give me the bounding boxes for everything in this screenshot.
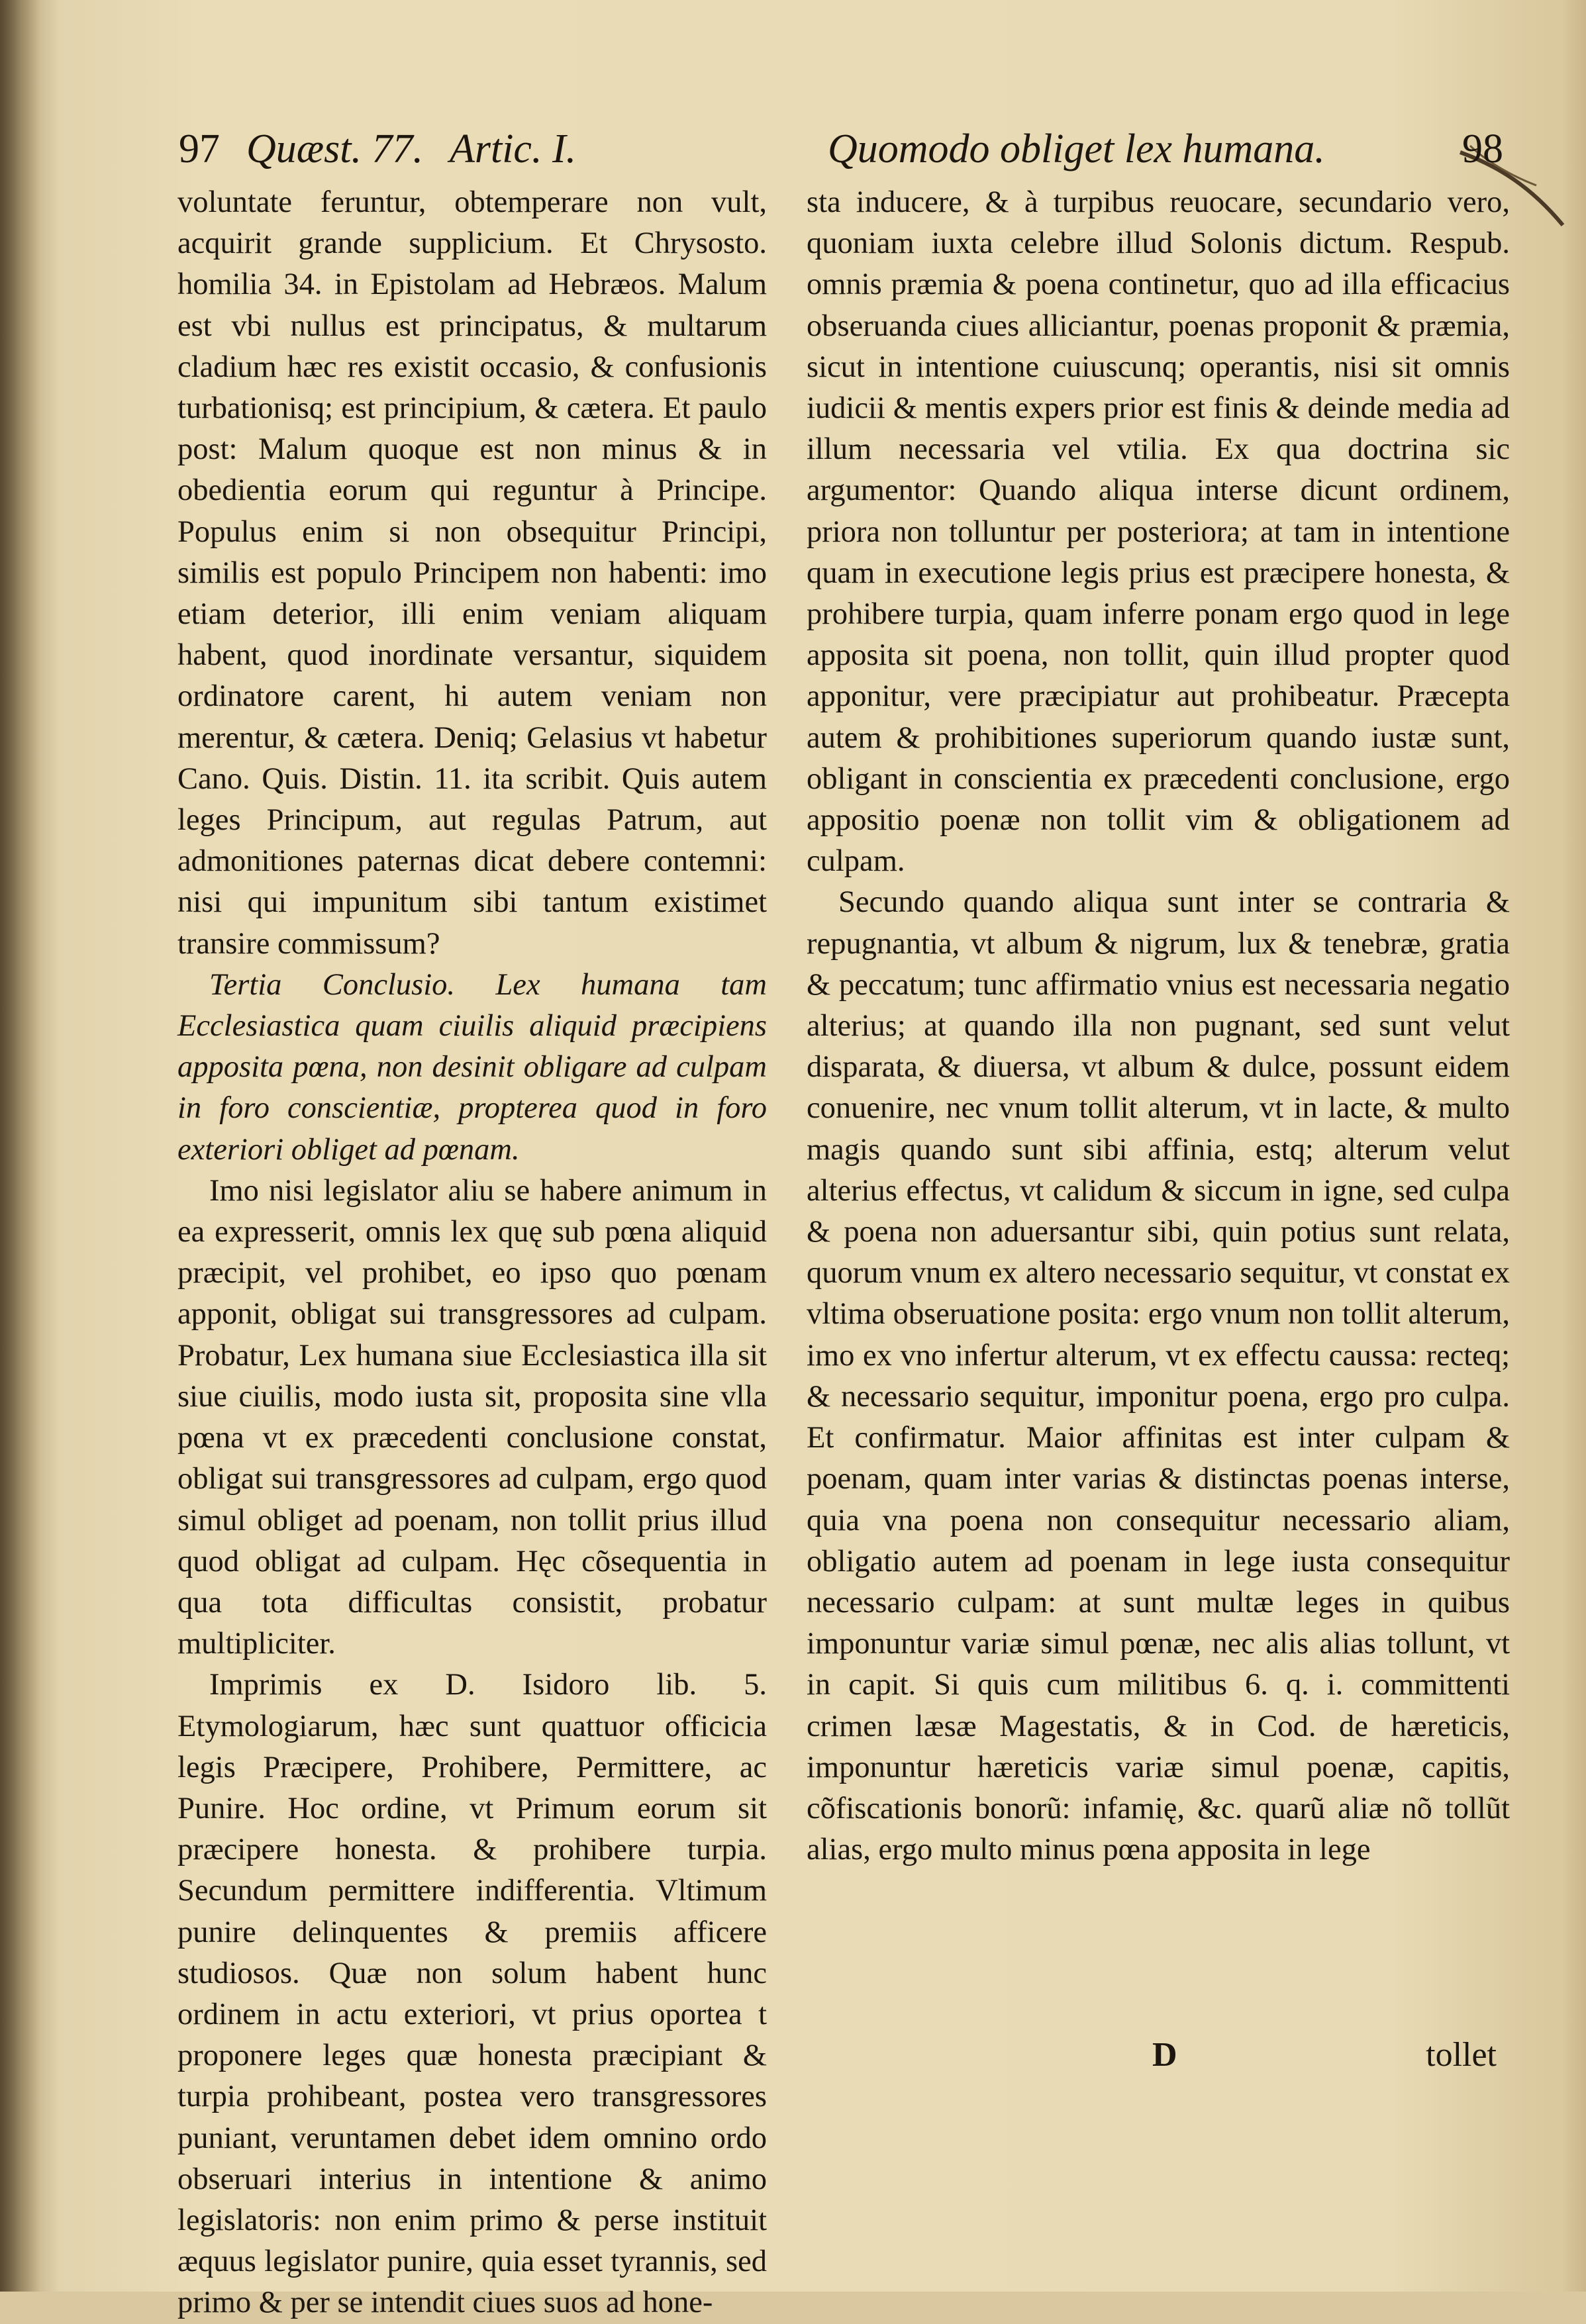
binding-gutter-shadow [0, 0, 40, 2292]
left-page-number: 97 [179, 126, 220, 171]
conclusion-heading: Tertia Conclusio. Lex humana tam Ecclesiastica quam ciuilis aliquid præcipiens apposita pœna, non desinit obligare ad culpam in foro conscientiæ, propterea quod in foro exteriori obliget ad pœnam. [177, 967, 767, 1167]
signature-mark: D [1152, 2036, 1177, 2074]
paragraph: voluntate feruntur, obtemperare non vult, acquirit grande supplicium. Et Chrysosto. homilia 34. in Epistolam ad Hebræos. Malum est vbi nullus est principatus, & multarum cladium hæc res existit occasio, & confusionis turbationisq; est principium, & cætera. Et paulo post: Malum quoque est non minus & in obedientia eorum qui reguntur à Principe. Populus enim si non obsequitur Principi, similis est populo Principem non habenti: imo etiam deterior, illi enim veniam aliquam habent, quod inordinate versantur, siquidem ordinatore carent, hi autem veniam non merentur, & cætera. Deniq; Gelasius vt habetur Cano. Quis. Distin. 11. ita scribit. Quis autem leges Principum, aut regulas Patrum, aut admonitiones paternas dicat debere contemni: nisi qui impunitum sibi tantum existimet transire commissum? [177, 185, 767, 961]
catchword: tollet [1426, 2036, 1497, 2074]
paragraph: sta inducere, & à turpibus reuocare, secundario vero, quoniam iuxta celebre illud Solonis dictum. Respub. omnis præmia & poena continetur, quo ad illa efficacius obseruanda ciues alliciantur, poenas proponit & præmia, sicut in intentione cuiuscunq; operantis, nisi sit omnis iudicii & mentis expers prior est finis & deinde media ad illum necessaria vel vtilia. Ex qua doctrina sic argumentor: Quando aliqua interse dicunt ordinem, priora non tolluntur per posteriora; at tam in intentione quam in executione legis prius est præcipere honesta, & prohibere turpia, quam inferre ponam ergo quod in lege apposita sit poena, non tollit, quin illud propter quod apponitur, vere præcipiatur aut prohibeatur. Præcepta autem & prohibitiones superiorum quando iustæ sunt, obligant in conscientia ex præcedenti conclusione, ergo appositio poenæ non tollit vim & obligationem ad culpam. [807, 185, 1510, 879]
right-page-number: 98 [1462, 126, 1503, 171]
paragraph: Imprimis ex D. Isidoro lib. 5. Etymologiarum, hæc sunt quattuor officicia legis Præcipere, Prohibere, Permittere, ac Punire. Hoc ordine, vt Primum eorum sit præcipere honesta. & prohibere turpia. Secundum permittere indifferentia. Vltimum punire delinquentes & premiis afficere studiosos. Quæ non solum habent hunc ordinem in actu exteriori, vt prius oportea t proponere leges quæ honesta præcipiant & turpia prohibeant, postea vero transgressores puniant, veruntamen debet idem omnino ordo obseruari interius in intentione & animo legislatoris: non enim primo & perse instituit æquus legislator punire, quia esset tyrannis, sed primo & per se intendit ciues suos ad hone- [177, 1668, 767, 2320]
running-head-right [828, 119, 1503, 179]
left-text-column [177, 182, 767, 2324]
right-text-column [807, 182, 1510, 1870]
page-footer [1152, 2035, 1510, 2074]
running-head-left [179, 119, 682, 179]
question-label: Quæst. 77. [246, 126, 423, 171]
paragraph: Secundo quando aliqua sunt inter se contraria & repugnantia, vt album & nigrum, lux & tenebræ, gratia & peccatum; tunc affirmatio vnius est necessaria negatio alterius; at quando illa non pugnant, sed sunt velut disparata, & diuersa, vt album & dulce, possunt eidem conuenire, nec vnum tollit alterum, vt in lacte, & multo magis quando sunt sibi affinia, estq; alterum velut alterius effectus, vt calidum & siccum in igne, sed culpa & poena non aduersantur sibi, quin potius sunt relata, quorum vnum ex altero necessario sequitur, vt constat ex vltima obseruatione posita: ergo vnum non tollit alterum, imo ex vno infertur alterum, vt ex effectu caussa: recteq; & necessario sequitur, imponitur poena, ergo pro culpa. Et confirmatur. Maior affinitas est inter culpam & poenam, quam inter varias & distinctas poenas interse, quia vna poena non consequitur necessario aliam, obligatio autem ad poenam in lege iusta consequitur necessario culpam: at sunt multæ leges in quibus imponuntur variæ simul pœnæ, nec alis alias tollunt, vt in capit. Si quis cum militibus 6. q. i. committenti crimen læsæ Magestatis, & in Cod. de hæreticis, imponuntur hæreticis variæ simul poenæ, capitis, cõfiscationis bonorũ: infamię, &c. quarũ aliæ nõ tollũt alias, ergo multo minus pœna apposita in lege [807, 885, 1510, 1867]
paragraph: Imo nisi legislator aliu se habere animum in ea expresserit, omnis lex quę sub pœna aliquid præcipit, vel prohibet, eo ipso quo pœnam apponit, obligat sui transgressores ad culpam. Probatur, Lex humana siue Ecclesiastica illa sit siue ciuilis, modo iusta sit, proposita sine vlla pœna vt ex præcedenti conclusione constat, obligat sui transgressores ad culpam, ergo quod simul obliget ad poenam, non tollit prius illud quod obligat ad culpam. Hęc cõsequentia in qua tota difficultas consistit, probatur multipliciter. [177, 1173, 767, 1661]
article-label: Artic. I. [449, 126, 577, 171]
chapter-title: Quomodo obliget lex humana. [828, 126, 1325, 171]
